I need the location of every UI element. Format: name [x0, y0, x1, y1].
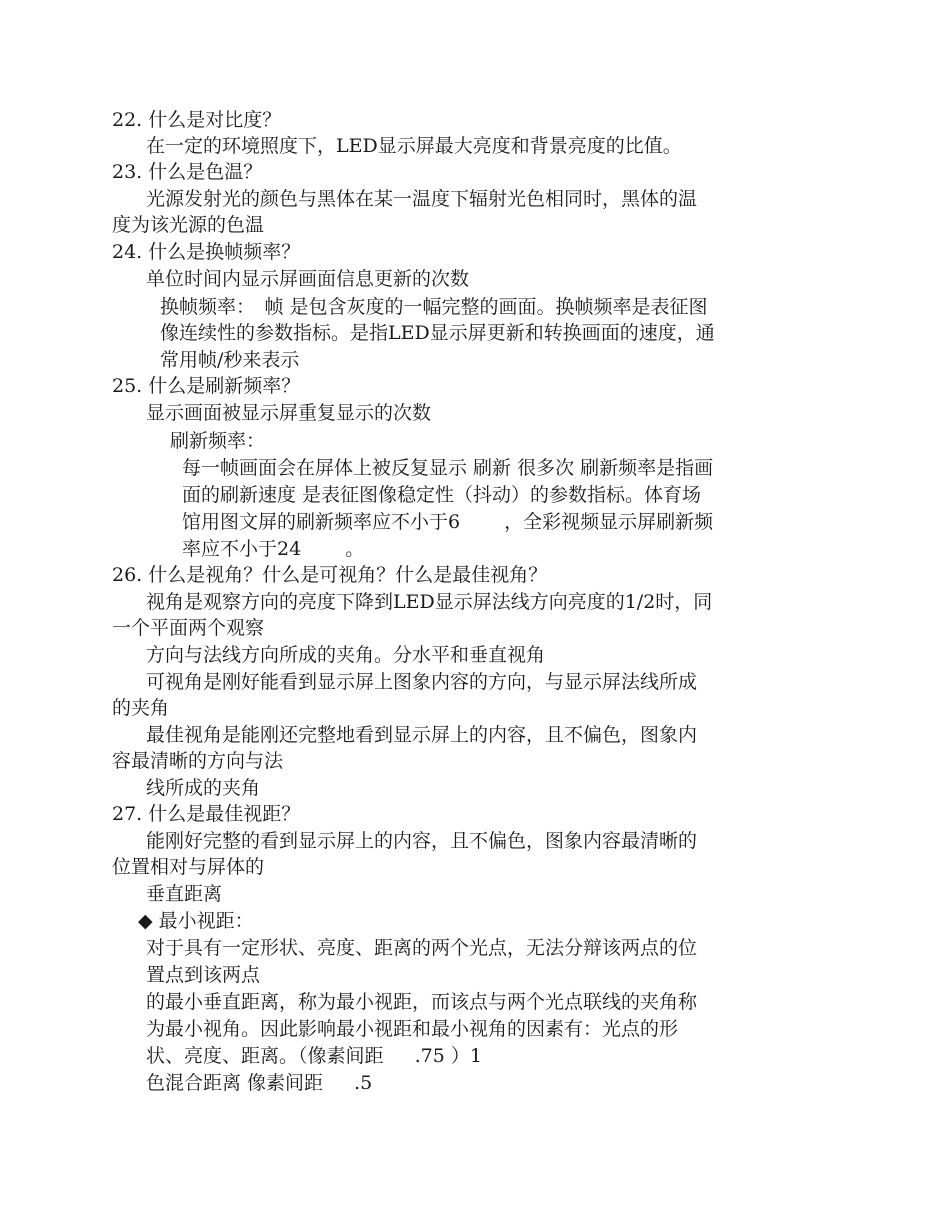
heading-q27: 27. 什么是最佳视距？: [112, 803, 301, 825]
heading-q22: 22. 什么是对比度？: [112, 109, 282, 131]
heading-q23: 23. 什么是色温？: [112, 161, 263, 183]
answer-q26-line3: 方向与法线方向所成的夹角。分水平和垂直视角: [146, 644, 546, 666]
heading-q26: 26. 什么是视角？什么是可视角？什么是最佳视角？: [112, 564, 548, 586]
answer-q25: 显示画面被显示屏重复显示的次数: [146, 402, 432, 424]
note-q25-line4: 率应不小于24 。: [182, 538, 365, 560]
answer-q27-line3: 垂直距离: [146, 883, 223, 905]
answer-q26-line8: 线所成的夹角: [146, 777, 261, 799]
note-q25-label: 刷新频率：: [170, 430, 266, 452]
answer-q26-line1: 视角是观察方向的亮度下降到LED显示屏法线方向亮度的1/2时，同: [146, 591, 713, 613]
note-q24-line3: 常用帧/秒来表示: [160, 349, 300, 371]
answer-q27-line2: 位置相对与屏体的: [112, 856, 265, 878]
min-view-line4: 为最小视角。因此影响最小视距和最小视角的因素有：光点的形: [146, 1018, 679, 1040]
note-q24-line2: 像连续性的参数指标。是指LED显示屏更新和转换画面的速度，通: [160, 322, 715, 344]
note-q25-line1: 每一帧画面会在屏体上被反复显示 刷新 很多次 刷新频率是指画: [182, 457, 714, 479]
answer-q26-line2: 一个平面两个观察: [112, 617, 265, 639]
heading-q25: 25. 什么是刷新频率？: [112, 375, 301, 397]
min-view-line1: 对于具有一定形状、亮度、距离的两个光点，无法分辩该两点的位: [146, 937, 698, 959]
note-q24-line1: 换帧频率： 帧 是包含灰度的一幅完整的画面。换帧频率是表征图: [160, 296, 708, 318]
min-view-line6: 色混合距离 像素间距 .5: [146, 1072, 373, 1094]
note-q25-line2: 面的刷新速度 是表征图像稳定性（抖动）的参数指标。体育场: [182, 484, 702, 506]
answer-q22: 在一定的环境照度下，LED显示屏最大亮度和背景亮度的比值。: [146, 135, 682, 157]
answer-q24: 单位时间内显示屏画面信息更新的次数: [146, 268, 470, 290]
answer-q26-line7: 容最清晰的方向与法: [112, 750, 284, 772]
answer-q26-line4: 可视角是刚好能看到显示屏上图象内容的方向，与显示屏法线所成: [146, 671, 698, 693]
answer-q23-line2: 度为该光源的色温: [112, 214, 265, 236]
min-view-line5: 状、亮度、距离。（像素间距 .75 ）1: [146, 1045, 482, 1067]
note-q25-line3: 馆用图文屏的刷新频率应不小于6 ，全彩视频显示屏刷新频: [182, 511, 714, 533]
answer-q26-line6: 最佳视角是能刚还完整地看到显示屏上的内容，且不偏色，图象内: [146, 724, 698, 746]
heading-q24: 24. 什么是换帧频率？: [112, 241, 301, 263]
bullet-min-view-distance: ◆ 最小视距：: [138, 910, 254, 932]
answer-q27-line1: 能刚好完整的看到显示屏上的内容，且不偏色，图象内容最清晰的: [146, 830, 698, 852]
min-view-line2: 置点到该两点: [146, 964, 261, 986]
answer-q26-line5: 的夹角: [112, 697, 170, 719]
min-view-line3: 的最小垂直距离，称为最小视距，而该点与两个光点联线的夹角称: [146, 991, 698, 1013]
answer-q23-line1: 光源发射光的颜色与黑体在某一温度下辐射光色相同时，黑体的温: [146, 188, 698, 210]
